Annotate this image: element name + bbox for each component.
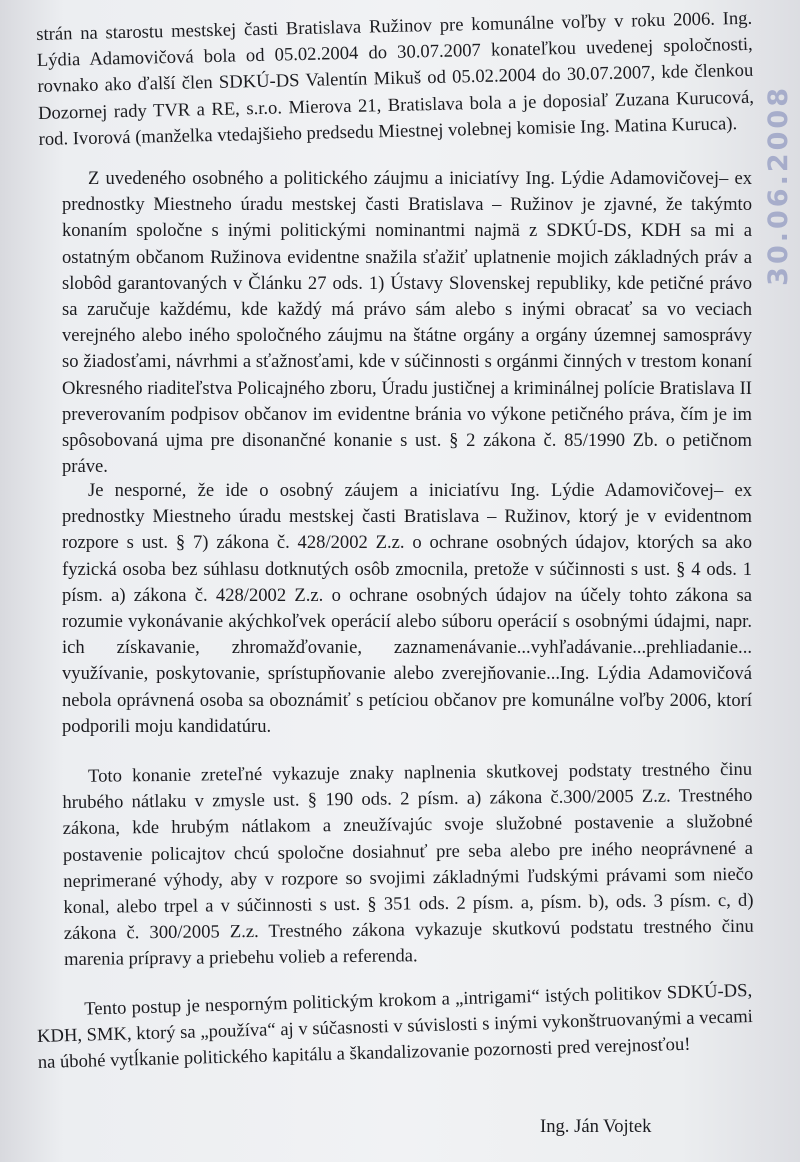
paragraph-5 [36, 978, 754, 1077]
paragraph-5-text: Tento postup je nesporným politickým krokom a „intrigami“ istých politikov SDKÚ-DS, KDH, SMK, ktorý sa „používa“ aj v súčasnosti v súvislosti s inými vykonštruovanými a vecami na úbohé vytĺkanie politického kapitálu a škandalizovanie pozornosti pred verejnosťou! [36, 980, 754, 1074]
paragraph-1: strán na starostu mestskej časti Bratislava Ružinov pre komunálne voľby v roku 2006. Ing. Lýdia Adamovičová bola od 05.02.2004 do 30.07.2007 konateľkou uvedenej spoločnosti, rovnako ako ďalší člen SDKÚ-DS Valentín Mikuš od 05.02.2004 do 30.07.2007, kde členkou Dozornej rady TVR a RE, s.r.o. Mierova 21, Bratislava bola a je doposiaľ Zuzana Kurucová, rod. Ivorová (manželka vtedajšieho predsedu Miestnej volebnej komisie Ing. Matina Kuruca). [36, 7, 755, 150]
paragraph-4-text: Toto konanie zreteľné vykazuje znaky naplnenia skutkovej podstaty trestného činu hrubého nátlaku v zmysle ust. § 190 ods. 2 písm. a) zákona č.300/2005 Z.z. Trestného zákona, kde hrubým nátlakom a zneužívajúc svoje služobné postavenie a služobné postavenie policajtov chcú spoločne dosiahnuť pre seba alebo pre iného neoprávnené a neprimerané výhody, aby v rozpore so svojimi základnými ľudskými právami som niečo konal, alebo trpel a v súčinnosti s ust. § 351 ods. 2 písm. a, písm. b), ods. 3 písm. c, d) zákona č. 300/2005 Z.z. Trestného zákona vykazuje skutkovú podstatu trestného činu marenia prípravy a priebehu volieb a referenda. [62, 758, 754, 971]
date-stamp: 30.06.2008 [763, 85, 794, 286]
signature-name: Ing. Ján Vojtek [540, 1116, 652, 1137]
paragraph-4 [62, 757, 754, 974]
paragraph-3-text: Je nesporné, že ide o osobný záujem a iniciatívu Ing. Lýdie Adamovičovej– ex prednostky Miestneho úradu mestskej časti Bratislava – Ružinov, ktorý je v evidentnom rozpore s ust. § 7) zákona č. 428/2002 Z.z. o ochrane osobných údajov, ktorých sa ako fyzická osoba bez súhlasu dotknutých osôb zmocnila, pretože v súčinnosti s ust. § 4 ods. 1 písm. a) zákona č. 428/2002 Z.z. o ochrane osobných údajov na účely tohto zákona sa rozumie vykonávanie akýchkoľvek operácií alebo súboru operácií s osobnými údajmi, napr. ich získavanie, zhromažďovanie, zaznamenávanie...vyhľadávanie...prehliadanie... využívanie, poskytovanie, sprístupňovanie alebo zverejňovanie...Ing. Lýdia Adamovičová nebola oprávnená osoba sa oboznámiť s petíciou občanov pre komunálne voľby 2006, ktorí podporili moju kandidatúru. [62, 480, 752, 737]
paragraph-2-text: Z uvedeného osobného a politického záujmu a iniciatívy Ing. Lýdie Adamovičovej– ex prednostky Miestneho úradu mestskej časti Bratislava – Ružinov je zjavné, že takýmto konaním spoločne s inými politickými nominantmi najmä z SDKÚ-DS, KDH sa mi a ostatným občanom Ružinova evidentne snažila sťažiť uplatnenie mojich základných práv a slobôd garantovaných v Článku 27 ods. 1) Ústavy Slovenskej republiky, kde petičné právo sa zaručuje každému, kde každý má právo sám alebo s inými obracať sa vo veciach verejného alebo iného spoločného záujmu na štátne orgány a orgány územnej samosprávy so žiadosťami, návrhmi a sťažnosťami, kde v súčinnosti s orgánmi činných v trestom konaní Okresného riaditeľstva Policajného zboru, Úradu justičnej a kriminálnej polície Bratislava II preverovaním podpisov občanov im evidentne bránia vo výkone petičného práva, čím je im spôsobovaná ujma pre disonančné konanie s ust. § 2 zákona č. 85/1990 Zb. o petičnom práve. [62, 168, 752, 478]
paragraph-2 [62, 166, 752, 480]
paragraph-3 [62, 478, 752, 740]
